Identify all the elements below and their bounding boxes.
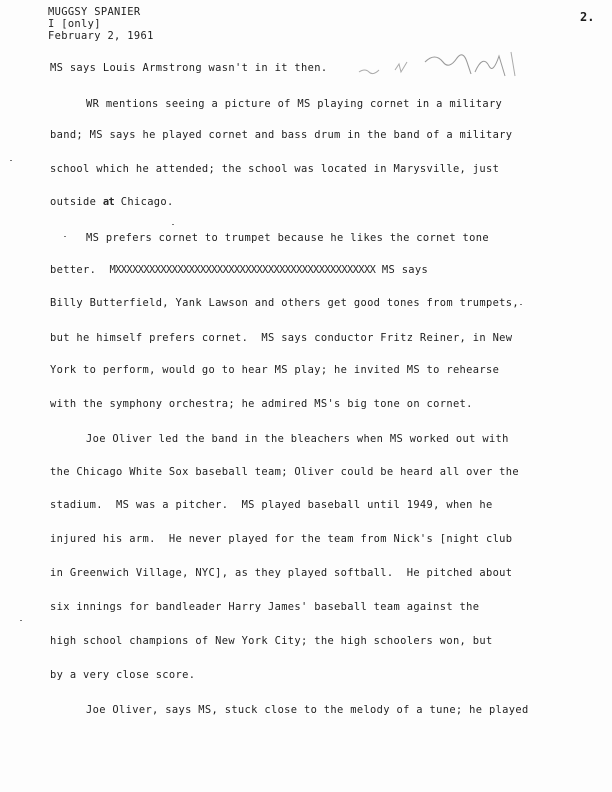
line-text: outside xyxy=(50,196,103,208)
paragraph-line: six innings for bandleader Harry James' baseball team against the xyxy=(50,601,480,613)
paragraph-line: Joe Oliver, says MS, stuck close to the melody of a tune; he played xyxy=(86,704,529,716)
line-text: better. xyxy=(50,264,110,276)
paragraph-line: with the symphony orchestra; he admired MS's big tone on cornet. xyxy=(50,398,473,410)
paragraph-line: WR mentions seeing a picture of MS playing cornet in a military xyxy=(86,98,503,110)
paragraph-line: Joe Oliver led the band in the bleachers when MS worked out with xyxy=(86,433,509,445)
line-text: MS says xyxy=(375,264,429,276)
struck-text: at xyxy=(102,196,115,208)
paragraph-line xyxy=(50,264,428,276)
paragraph-line: MS says Louis Armstrong wasn't in it then. xyxy=(50,62,328,74)
paragraph-line: injured his arm. He never played for the team from Nick's [night club xyxy=(50,533,513,545)
paragraph-line: high school champions of New York City; the high schoolers won, but xyxy=(50,635,493,647)
paragraph-line: school which he attended; the school was located in Marysville, just xyxy=(50,163,500,175)
paragraph-line: but he himself prefers cornet. MS says conductor Fritz Reiner, in New xyxy=(50,332,513,344)
handwritten-signature xyxy=(355,42,525,82)
header-date: February 2, 1961 xyxy=(48,30,154,42)
header-reel: I [only] xyxy=(48,18,101,30)
struck-text: MXXXXXXXXXXXXXXXXXXXXXXXXXXXXXXXXXXXXXXXXXXXXXX xyxy=(109,264,376,276)
paragraph-line xyxy=(50,196,174,208)
header-name: MUGGSY SPANIER xyxy=(48,6,141,18)
paragraph-line: stadium. MS was a pitcher. MS played baseball until 1949, when he xyxy=(50,499,493,511)
line-text: Chicago. xyxy=(114,196,174,208)
paragraph-line: by a very close score. xyxy=(50,669,196,681)
paragraph-line: the Chicago White Sox baseball team; Oliver could be heard all over the xyxy=(50,466,520,478)
paragraph-line: MS prefers cornet to trumpet because he likes the cornet tone xyxy=(86,232,489,244)
paragraph-line: York to perform, would go to hear MS play; he invited MS to rehearse xyxy=(50,364,500,376)
paragraph-line: band; MS says he played cornet and bass drum in the band of a military xyxy=(50,129,513,141)
paragraph-line: Billy Butterfield, Yank Lawson and others get good tones from trumpets, xyxy=(50,297,520,309)
page-number: 2. xyxy=(580,10,595,24)
paragraph-line: in Greenwich Village, NYC], as they played softball. He pitched about xyxy=(50,567,513,579)
